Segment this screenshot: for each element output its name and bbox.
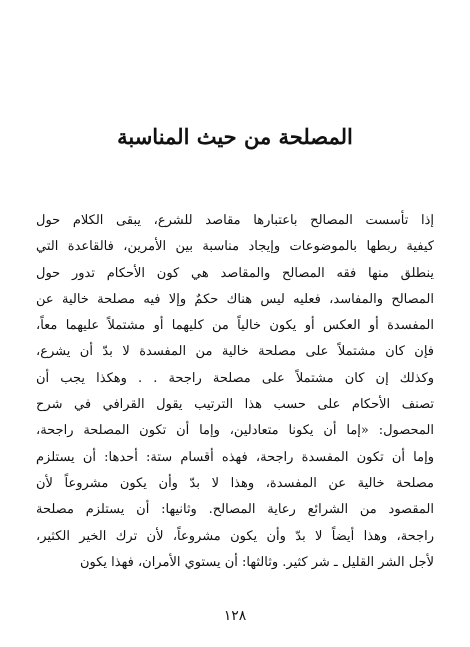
text-line: كيفية ربطها بالموضوعات وإيجاد مناسبة بين الأمرين، فالقاعدة التي bbox=[36, 239, 434, 255]
text-line: راجحة، وهذا أيضاً لا بدّ وأن يكون مشروعاً، لأن ترك الخير الكثير، bbox=[36, 528, 434, 544]
text-line: المفسدة أو العكس أو يكون خالياً من كليهما أو مشتملاً عليهما معاً، bbox=[36, 318, 434, 334]
text-line: إذا تأسست المصالح باعتبارها مقاصد للشرع، يبقى الكلام حول bbox=[36, 213, 434, 228]
text-line: المقصود من الشرائع رعاية المصالح. وثانيها: أن يستلزم مصلحة bbox=[36, 502, 434, 518]
text-line: المصالح والمفاسد، فعليه ليس هناك حكمٌ وإلا فيه مصلحة خالية عن bbox=[36, 291, 434, 307]
text-line: مصلحة خالية عن المفسدة، وهذا لا بدّ وأن يكون مشروعاً لأن bbox=[36, 475, 434, 491]
text-line: ينطلق منها فقه المصالح والمقاصد هي كون الأحكام تدور حول bbox=[36, 265, 434, 281]
text-line: وكذلك إن كان مشتملاً على مصلحة راجحة . . وهكذا يجب أن bbox=[36, 370, 434, 386]
page-title: المصلحة من حيث المناسبة bbox=[117, 124, 353, 149]
text-line: فإن كان مشتملاً على مصلحة خالية من المفسدة لا بدّ أن يشرع، bbox=[36, 344, 434, 360]
text-line: تصنف الأحكام على حسب هذا الترتيب يقول القرافي في شرح bbox=[36, 397, 434, 413]
text-line: لأجل الشر القليل ـ شر كثير. وثالثها: أن يستوي الأمران، فهذا يكون bbox=[79, 554, 434, 570]
body-paragraph bbox=[36, 208, 434, 576]
page-number: ١٢٨ bbox=[223, 608, 247, 624]
text-line: وإما أن تكون المفسدة راجحة، فهذه أقسام ستة: أحدها: أن يستلزم bbox=[36, 449, 434, 465]
text-line: المحصول: «إما أن يكونا متعادلين، وإما أن تكون المصلحة راجحة، bbox=[36, 423, 434, 439]
